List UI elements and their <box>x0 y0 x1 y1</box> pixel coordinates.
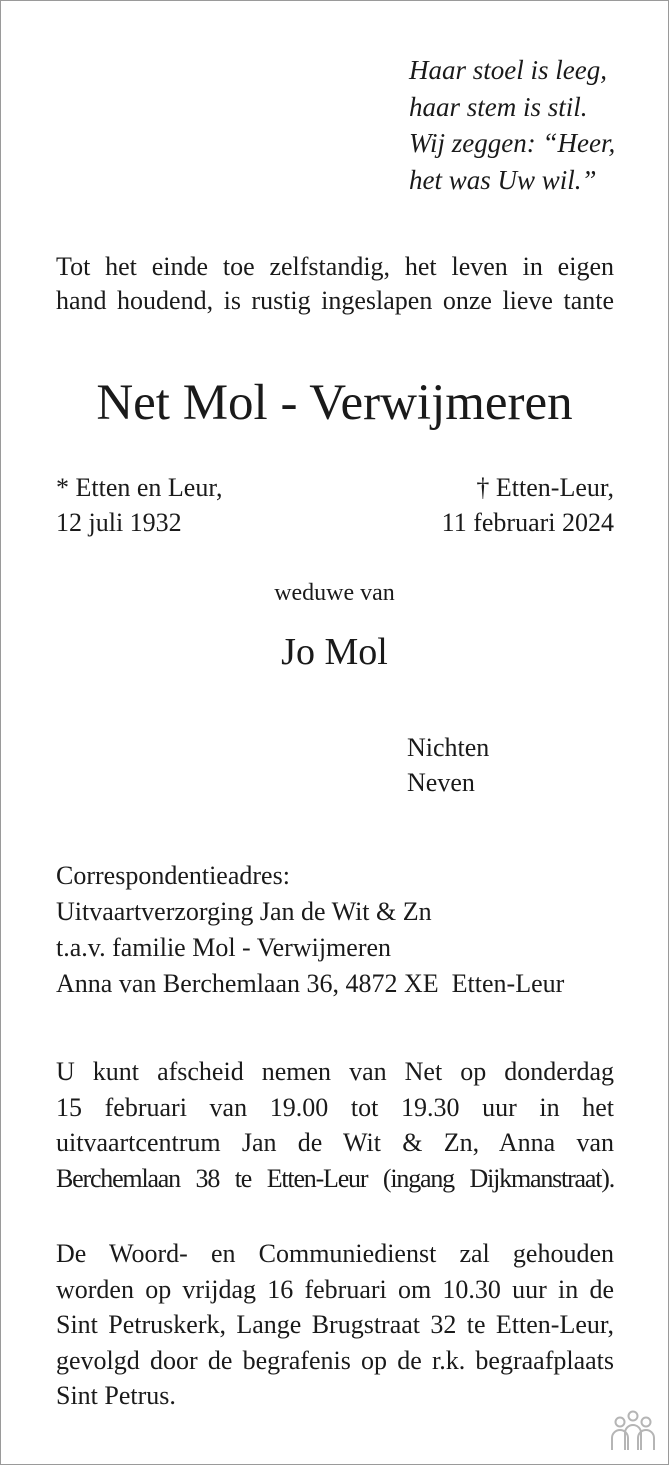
address-line: Correspondentieadres: <box>56 861 290 890</box>
birth-date: 12 juli 1932 <box>56 508 182 537</box>
birth-info <box>56 470 222 540</box>
intro-line: Tot het einde toe zelfstandig, het leven in eigen <box>56 252 614 281</box>
service-line: gevolgd door de begrafenis op de r.k. begraafplaats <box>56 1345 614 1375</box>
poem-line: haar stem is stil. <box>409 91 588 122</box>
family-group-icon <box>609 1410 657 1452</box>
address-line: Anna van Berchemlaan 36, 4872 XE Etten-Leur <box>56 969 565 998</box>
intro-paragraph <box>56 250 614 318</box>
deceased-name: Net Mol - Verwijmeren <box>96 375 573 431</box>
relative-group: Nichten <box>407 733 490 762</box>
spouse-name: Jo Mol <box>281 631 388 673</box>
intro-line: hand houdend, is rustig ingeslapen onze lieve tante <box>56 286 614 315</box>
death-date: 11 februari 2024 <box>441 508 614 537</box>
poem-line: het was Uw wil.” <box>409 164 597 195</box>
correspondence-address <box>56 858 564 1002</box>
death-place: † Etten-Leur, <box>476 473 614 502</box>
relatives <box>407 730 489 800</box>
address-line: t.a.v. familie Mol - Verwijmeren <box>56 933 392 962</box>
widow-of-label: weduwe van <box>274 580 395 606</box>
service-line: Sint Petrus. <box>56 1381 176 1410</box>
death-info <box>442 470 614 540</box>
birth-place: * Etten en Leur, <box>56 473 223 502</box>
poem-line: Haar stoel is leeg, <box>409 55 607 85</box>
farewell-line: uitvaartcentrum Jan de Wit & Zn, Anna van <box>56 1128 614 1157</box>
poem <box>409 52 615 198</box>
farewell-line: U kunt afscheid nemen van Net op donderdag <box>56 1057 614 1086</box>
farewell-line: 15 februari van 19.00 tot 19.30 uur in het <box>56 1092 614 1122</box>
service-line: De Woord- en Communiedienst zal gehouden <box>56 1239 614 1268</box>
service-paragraph <box>56 1236 614 1414</box>
address-line: Uitvaartverzorging Jan de Wit & Zn <box>56 897 432 926</box>
farewell-line: Berchemlaan 38 te Etten-Leur (ingang Dijkmanstraat). <box>56 1163 614 1193</box>
poem-line: Wij zeggen: “Heer, <box>409 128 616 158</box>
service-line: worden op vrijdag 16 februari om 10.30 uur in de <box>56 1274 614 1304</box>
relative-group: Neven <box>407 768 475 797</box>
farewell-paragraph <box>56 1054 614 1196</box>
service-line: Sint Petruskerk, Lange Brugstraat 32 te Etten-Leur, <box>56 1310 614 1339</box>
